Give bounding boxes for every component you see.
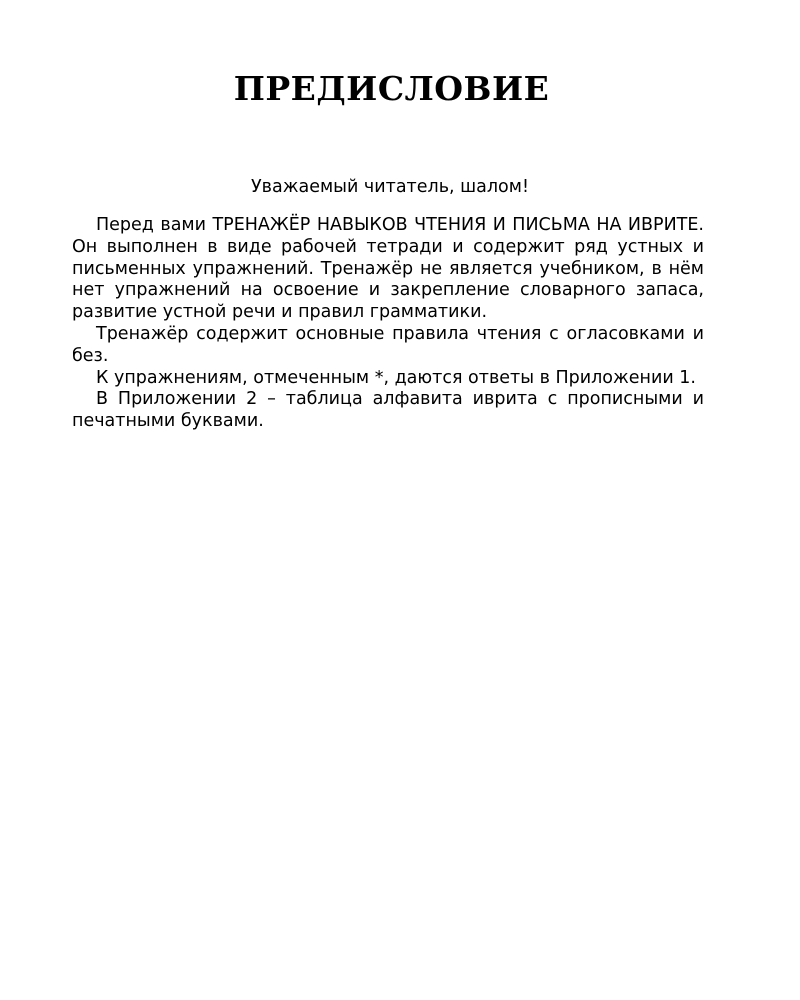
paragraph-reading-rules: Тренажёр содержит основные правила чтения с огласовками и без. [72, 323, 704, 366]
paragraph-intro: Перед вами ТРЕНАЖЁР НАВЫКОВ ЧТЕНИЯ И ПИСЬМА НА ИВРИТЕ. Он выполнен в виде рабочей тетради и содержит ряд устных и письменных упражнений. Тренажёр не является учебником, в нём нет упражнений на освоение и закрепление словарного запаса, развитие устной речи и правил грамматики. [72, 215, 704, 323]
preface-text [72, 215, 704, 433]
page-title: ПРЕДИСЛОВИЕ [233, 69, 550, 108]
paragraph-alphabet: В Приложении 2 – таблица алфавита иврита с прописными и печатными буквами. [72, 389, 704, 432]
greeting: Уважаемый читатель, шалом! [251, 177, 529, 197]
paragraph-answers: К упражнениям, отмеченным *, даются ответы в Приложении 1. [96, 367, 696, 388]
